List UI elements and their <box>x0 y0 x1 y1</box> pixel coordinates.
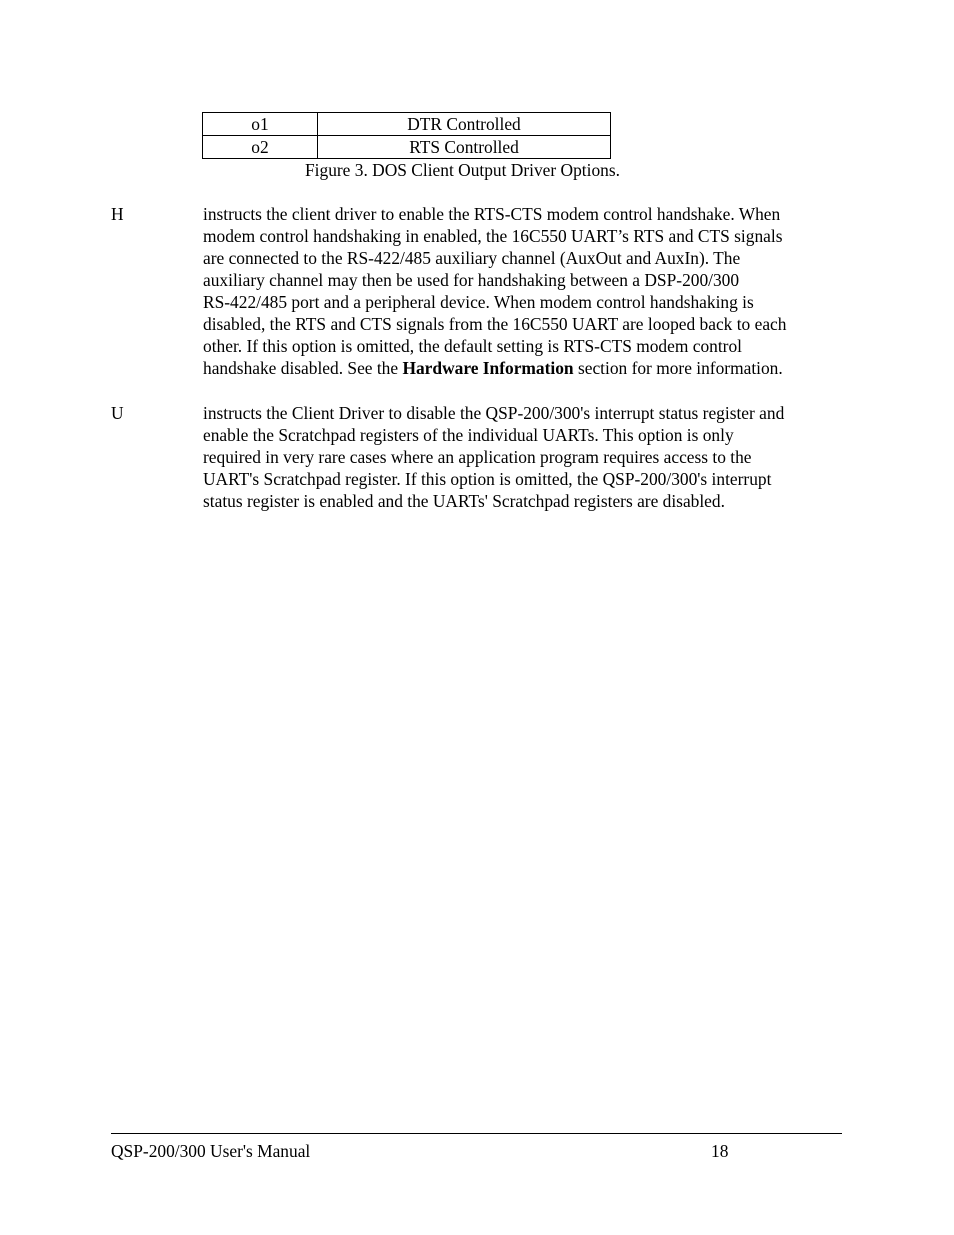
option-letter-u: U <box>111 403 124 423</box>
description-line: UART's Scratchpad register. If this option is omitted, the QSP-200/300's interrupt <box>203 469 772 489</box>
description-line: are connected to the RS-422/485 auxiliary channel (AuxOut and AuxIn). The <box>203 248 741 268</box>
output-driver-options-table <box>202 112 611 159</box>
option-description-h <box>203 203 843 379</box>
table-row <box>203 136 611 159</box>
hardware-information-reference: Hardware Information <box>402 358 574 378</box>
description-line: auxiliary channel may then be used for handshaking between a DSP-200/300 <box>203 270 740 290</box>
option-code-cell: o1 <box>203 113 318 136</box>
description-line: required in very rare cases where an application program requires access to the <box>203 447 752 467</box>
description-line: enable the Scratchpad registers of the individual UARTs. This option is only <box>203 425 734 445</box>
description-line: instructs the client driver to enable the RTS-CTS modem control handshake. When <box>203 204 781 224</box>
option-code-cell: o2 <box>203 136 318 159</box>
page-number: 18 <box>711 1141 729 1161</box>
description-line: instructs the Client Driver to disable the QSP-200/300's interrupt status register and <box>203 403 785 423</box>
description-text: handshake disabled. See the <box>203 358 403 378</box>
description-line: other. If this option is omitted, the default setting is RTS-CTS modem control <box>203 336 742 356</box>
description-line: status register is enabled and the UARTs' Scratchpad registers are disabled. <box>203 491 725 511</box>
description-line <box>203 357 843 379</box>
option-description-u <box>203 402 843 512</box>
table-row <box>203 113 611 136</box>
footer-divider <box>111 1133 842 1134</box>
option-description-cell: DTR Controlled <box>318 113 611 136</box>
figure-caption: Figure 3. DOS Client Output Driver Options. <box>305 160 620 180</box>
description-line: RS-422/485 port and a peripheral device. When modem control handshaking is <box>203 292 754 312</box>
description-line: disabled, the RTS and CTS signals from the 16C550 UART are looped back to each <box>203 314 787 334</box>
option-letter-h: H <box>111 204 124 224</box>
footer-manual-title: QSP-200/300 User's Manual <box>111 1141 311 1161</box>
description-text: section for more information. <box>573 358 783 378</box>
option-description-cell: RTS Controlled <box>318 136 611 159</box>
description-line: modem control handshaking in enabled, the 16C550 UART’s RTS and CTS signals <box>203 226 783 246</box>
